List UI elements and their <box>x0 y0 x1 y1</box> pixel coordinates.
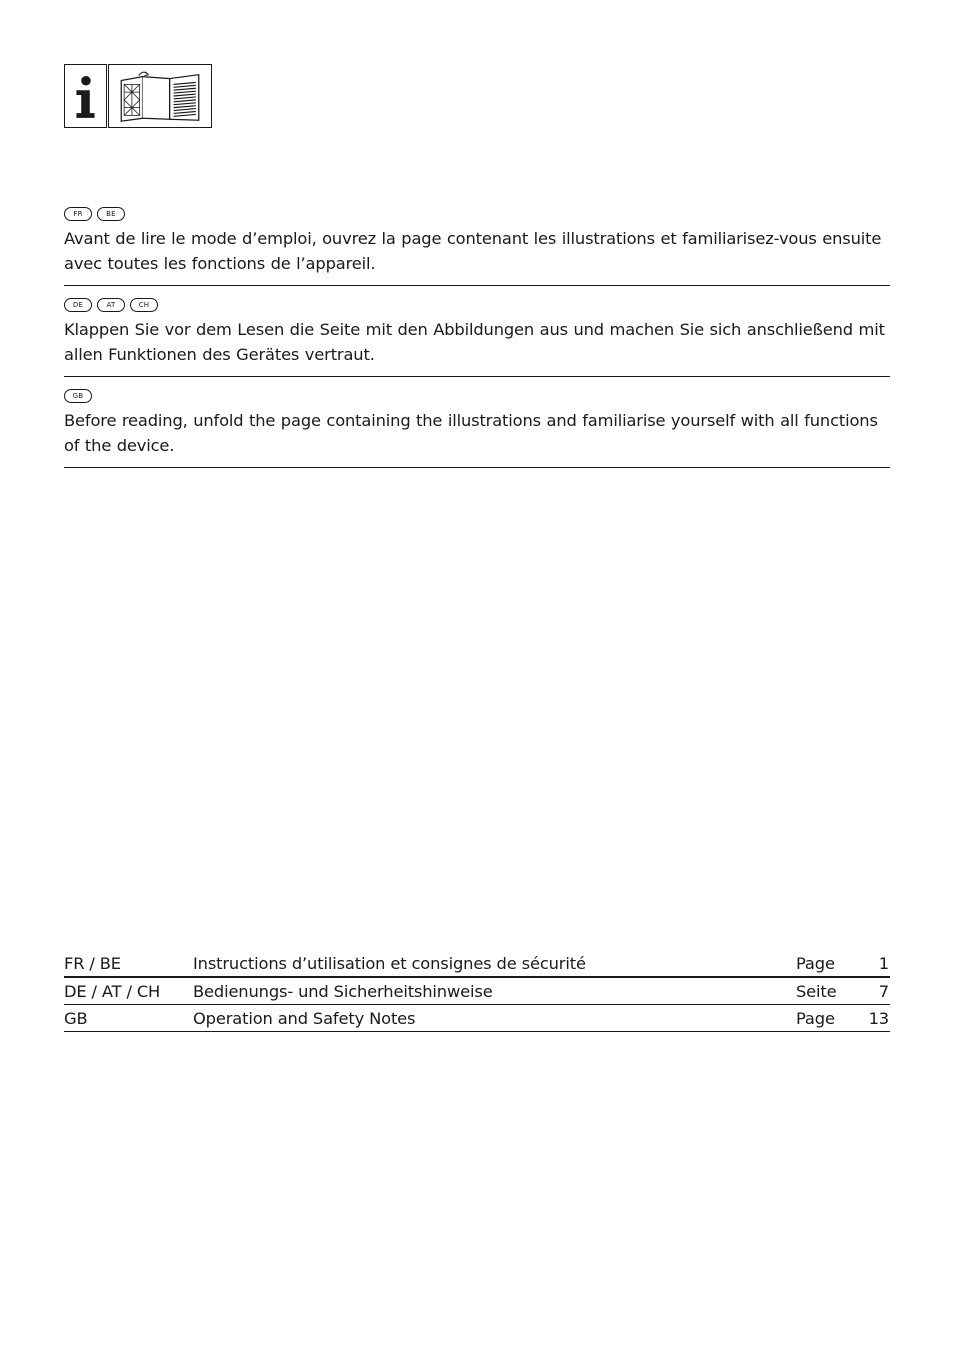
notice-text: Before reading, unfold the page containing the illustrations and familiarise yourself with all functions of the device. <box>64 411 878 455</box>
info-icon <box>64 64 107 128</box>
language-badges <box>64 297 890 313</box>
fold-out-pages-icon <box>108 64 212 128</box>
toc-page-label: Page <box>796 1009 835 1028</box>
toc-page-number: 1 <box>878 954 889 973</box>
language-badges <box>64 388 890 404</box>
toc-page-label: Page <box>796 954 835 973</box>
language-badges <box>64 206 890 222</box>
language-badge: GB <box>64 389 92 403</box>
toc-title: Instructions d’utilisation et consignes de sécurité <box>193 954 586 973</box>
toc-row-de-at-ch[interactable] <box>64 978 890 1005</box>
language-badge: CH <box>130 298 158 312</box>
language-badge: AT <box>97 298 125 312</box>
language-badge: FR <box>64 207 92 221</box>
toc-page-number: 7 <box>878 982 889 1001</box>
toc-language: DE / AT / CH <box>64 982 161 1001</box>
notice-de-at-ch <box>64 297 890 377</box>
notice-fr-be <box>64 206 890 286</box>
toc-language: GB <box>64 1009 88 1028</box>
notice-text: Klappen Sie vor dem Lesen die Seite mit den Abbildungen aus und machen Sie sich anschließend mit allen Funktionen des Gerätes vertraut. <box>64 320 885 364</box>
notice-gb <box>64 388 890 468</box>
toc-language: FR / BE <box>64 954 121 973</box>
toc-row-fr-be[interactable] <box>64 950 890 978</box>
toc-page-number: 13 <box>868 1009 889 1028</box>
toc-title: Bedienungs- und Sicherheitshinweise <box>193 982 493 1001</box>
language-badge: BE <box>97 207 125 221</box>
toc-title: Operation and Safety Notes <box>193 1009 416 1028</box>
toc-page-label: Seite <box>796 982 837 1001</box>
toc-row-gb[interactable] <box>64 1005 890 1032</box>
table-of-contents <box>64 950 890 1032</box>
language-badge: DE <box>64 298 92 312</box>
notice-text: Avant de lire le mode d’emploi, ouvrez la page contenant les illustrations et familiarisez-vous ensuite avec toutes les fonctions de l’appareil. <box>64 229 882 273</box>
